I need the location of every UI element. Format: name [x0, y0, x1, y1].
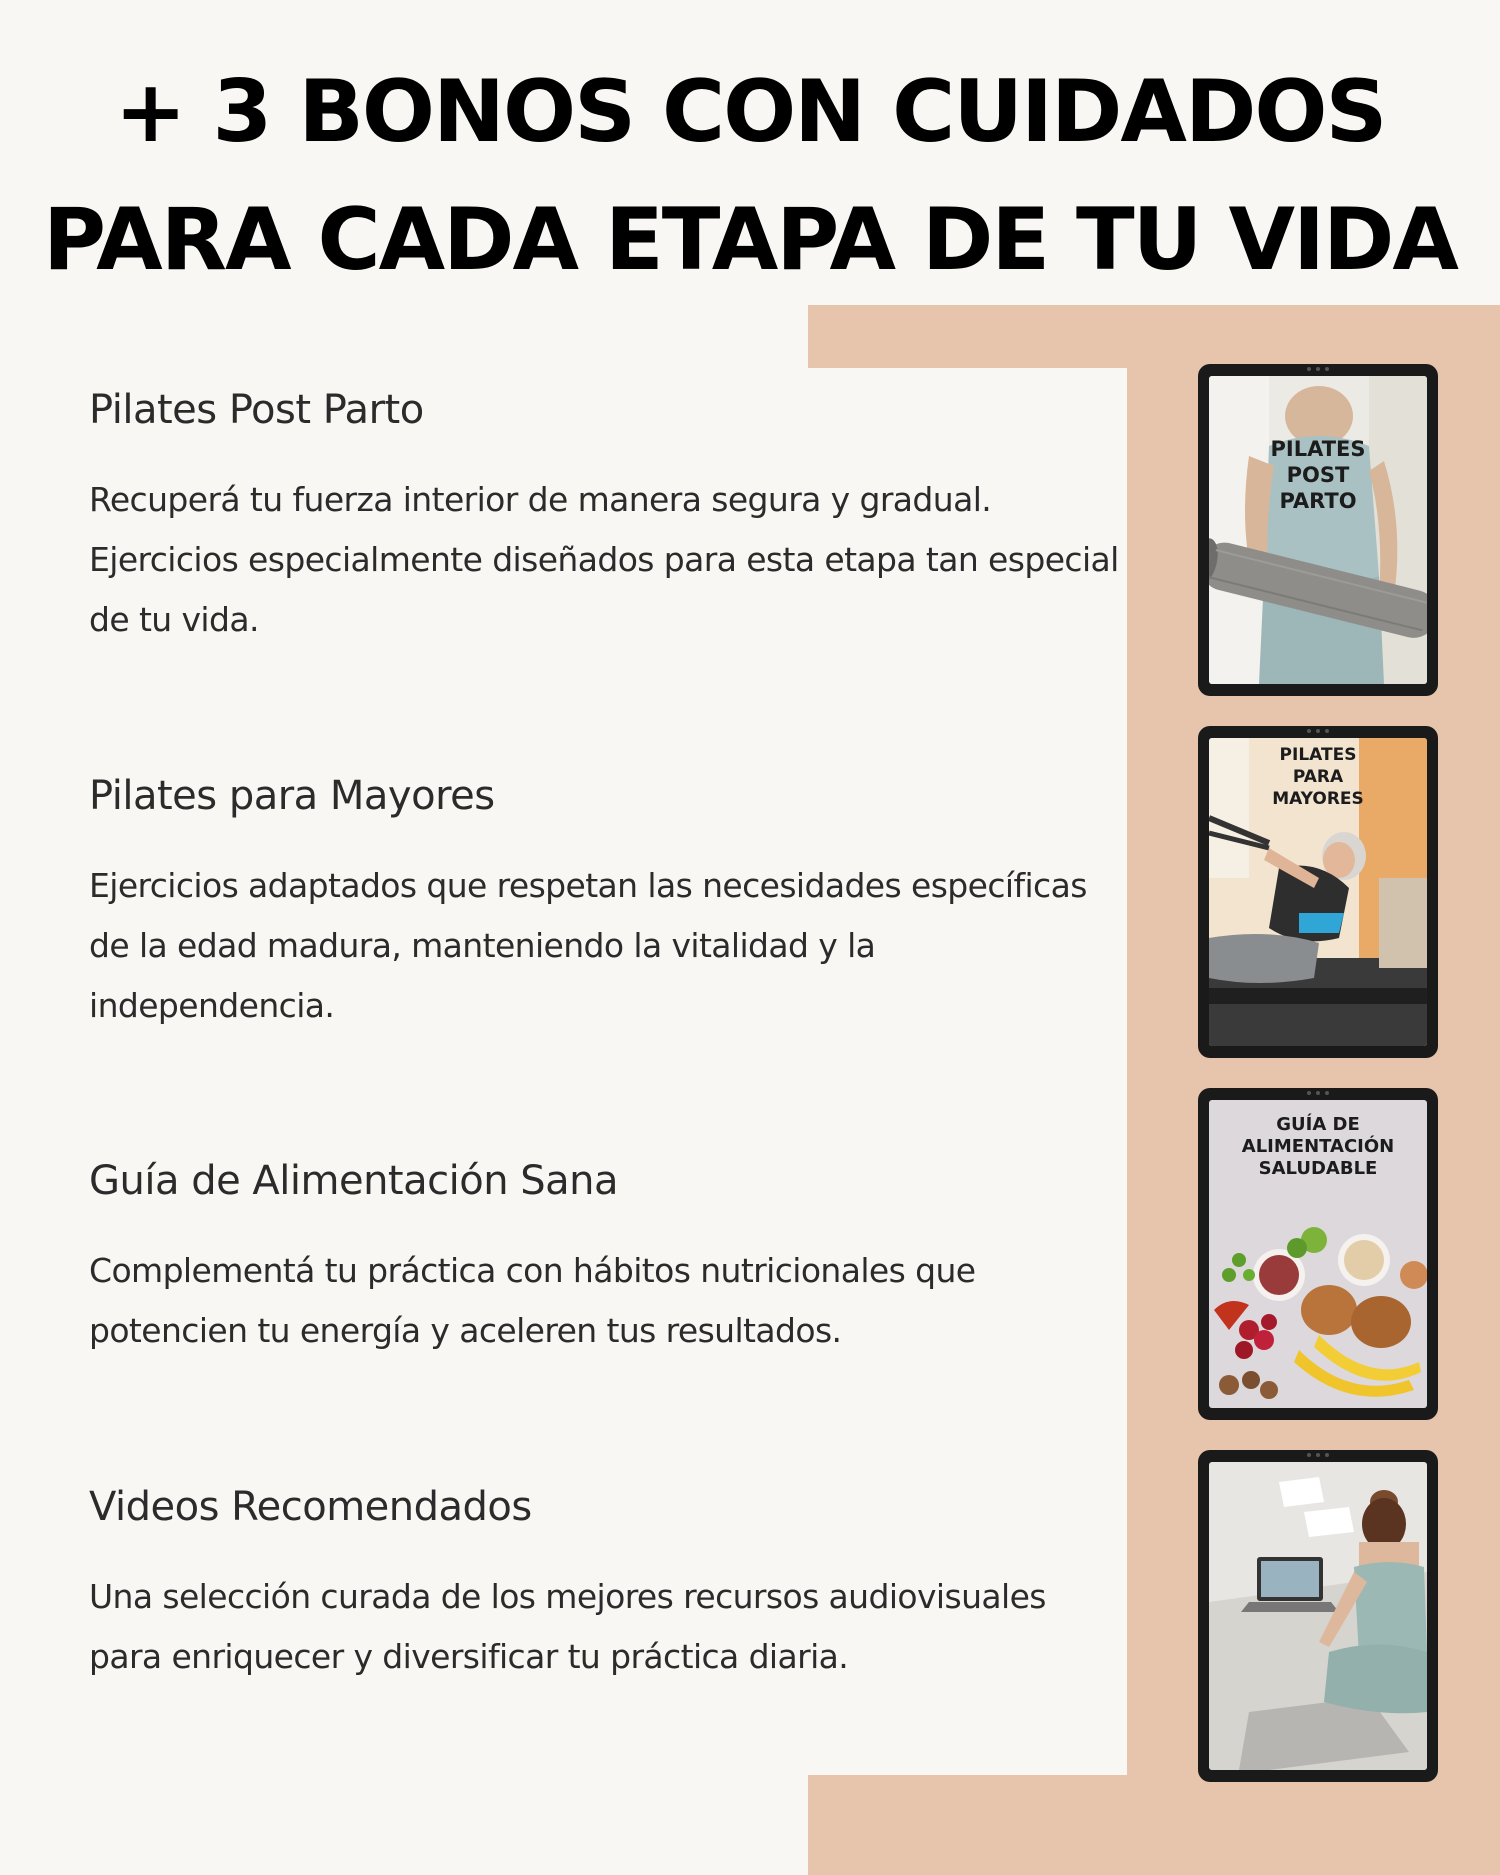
page-heading	[0, 48, 1500, 304]
cover-label-line: PILATES	[1270, 437, 1366, 461]
cover-label	[1209, 1114, 1427, 1180]
tablet-cover-videos	[1198, 1450, 1438, 1782]
cover-label-line: PARA	[1292, 767, 1344, 787]
cover-label-line: GUÍA DE	[1276, 1114, 1360, 1135]
camera-icon	[1307, 1091, 1329, 1095]
bonus-title: Pilates para Mayores	[89, 773, 495, 819]
cover-label-line: MAYORES	[1272, 789, 1364, 809]
bonus-description: Complementá tu práctica con hábitos nutricionales que potencien tu energía y aceleren tus resultados.	[89, 1251, 976, 1350]
bonus-alimentacion	[89, 1151, 1119, 1361]
tablet-cover-post-parto	[1198, 364, 1438, 696]
bonus-description: Una selección curada de los mejores recursos audiovisuales para enriquecer y diversificar tu práctica diaria.	[89, 1577, 1046, 1676]
cover-label	[1209, 436, 1427, 514]
camera-icon	[1307, 729, 1329, 733]
bonus-title: Videos Recomendados	[89, 1484, 532, 1530]
tablet-cover-mayores	[1198, 726, 1438, 1058]
camera-icon	[1307, 367, 1329, 371]
bonus-post-parto	[89, 380, 1119, 650]
woman-laptop-meditation-illustration	[1209, 1462, 1427, 1770]
cover-label-line: ALIMENTACIÓN	[1241, 1136, 1395, 1157]
bonus-title: Guía de Alimentación Sana	[89, 1158, 619, 1204]
heading-line-2: PARA CADA ETAPA DE TU VIDA	[43, 190, 1457, 290]
cover-label-line: POST	[1286, 463, 1350, 487]
cover-label-line: PARTO	[1279, 489, 1357, 513]
cover-image-post-parto	[1209, 376, 1427, 684]
cover-image-alimentacion	[1209, 1100, 1427, 1408]
camera-icon	[1307, 1453, 1329, 1457]
heading-line-1: + 3 BONOS CON CUIDADOS	[114, 62, 1386, 162]
bonus-description: Recuperá tu fuerza interior de manera segura y gradual. Ejercicios especialmente diseñados para esta etapa tan especial de tu vida.	[89, 480, 1119, 639]
bonus-videos	[89, 1477, 1119, 1687]
cover-image-mayores	[1209, 738, 1427, 1046]
bonus-mayores	[89, 766, 1119, 1036]
cover-label-line: PILATES	[1279, 745, 1357, 765]
woman-yoga-mat-illustration	[1209, 376, 1427, 684]
bonus-description: Ejercicios adaptados que respetan las necesidades específicas de la edad madura, manteniendo la vitalidad y la independencia.	[89, 866, 1087, 1025]
tablet-cover-alimentacion	[1198, 1088, 1438, 1420]
cover-label-line: SALUDABLE	[1258, 1158, 1378, 1179]
bonus-title: Pilates Post Parto	[89, 387, 424, 433]
cover-image-videos	[1209, 1462, 1427, 1770]
cover-label	[1209, 744, 1427, 810]
